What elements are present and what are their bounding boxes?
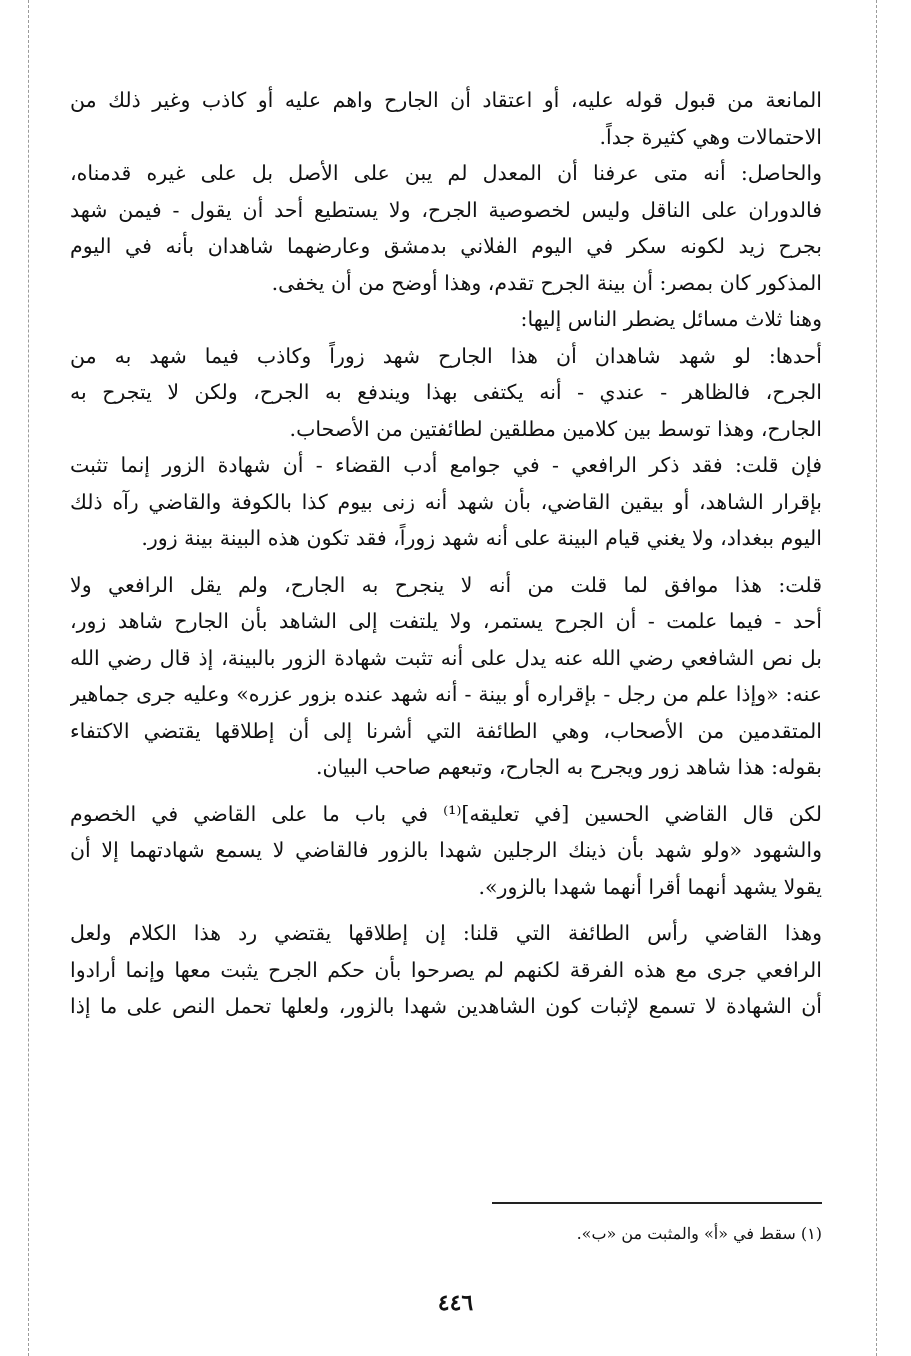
text-line: وهذا القاضي رأس الطائفة التي قلنا: إن إطلاقها يقتضي رد هذا الكلام ولعل	[70, 921, 822, 945]
paragraph	[70, 915, 822, 1025]
text-line: المانعة من قبول قوله عليه، أو اعتقاد أن الجارح واهم عليه أو كاذب وغير ذلك من	[70, 88, 822, 112]
text-line: الجارح، وهذا توسط بين كلامين مطلقين لطائفتين من الأصحاب.	[289, 416, 822, 441]
text-line: بجرح زيد لكونه سكر في اليوم الفلاني بدمشق وعارضهما شاهدان بأنه في اليوم	[70, 234, 822, 258]
text-line: اليوم ببغداد، ولا يغني قيام البينة على أنه شهد زوراً، فقد تكون هذه البينة بينة زور.	[141, 526, 822, 550]
text-line: المتقدمين من الأصحاب، وهي الطائفة التي أشرنا إلى أن إطلاقها يقتضي الاكتفاء	[70, 718, 822, 743]
right-margin-guide	[876, 0, 877, 1356]
text-line: لكن قال القاضي الحسين [في تعليقه]⁽¹⁾ في باب ما على القاضي في الخصوم	[70, 801, 822, 826]
text-line: الرافعي جرى مع هذه الفرقة لكنهم لم يصرحوا بأن حكم الجرح يثبت معها وإنما أرادوا	[70, 957, 822, 982]
text-line: بإقرار الشاهد، أو بيقين القاضي، بأن شهد أنه زنى بيوم كذا بالكوفة والقاضي رآه ذلك	[70, 489, 822, 514]
text-line: أحدها: لو شهد شاهدان أن هذا الجارح شهد زوراً وكاذب فيما شهد به من	[70, 343, 822, 368]
text-line: والشهود «ولو شهد بأن ذينك الرجلين شهدا بالزور فالقاضي لا يسمع شهادتهما إلا أن	[70, 838, 822, 862]
left-margin-guide	[28, 0, 29, 1356]
text-line: بقوله: هذا شاهد زور ويجرح به الجارح، وتبعهم صاحب البيان.	[315, 755, 822, 779]
text-line: يقولا يشهد أنهما أقرا أنهما شهدا بالزور».	[478, 874, 822, 899]
text-line: الجرح، فالظاهر - عندي - أنه يكتفى بهذا ويندفع به الجرح، ولكن لا يتجرح به	[70, 380, 822, 404]
paragraph	[70, 567, 822, 786]
paragraph	[70, 155, 822, 301]
text-line: عنه: «وإذا علم من رجل - بإقراره أو بينة - أنه شهد عنده بزور عزره» وعليه جرى جماهير	[70, 682, 822, 706]
footnote-separator	[492, 1202, 822, 1204]
paragraph	[70, 796, 822, 906]
paragraph	[70, 447, 822, 557]
text-line: فإن قلت: فقد ذكر الرافعي - في جوامع أدب القضاء - أن شهادة الزور إنما تثبت	[70, 453, 822, 477]
text-line: فالدوران على الناقل وليس لخصوصية الجرح، ولا يستطيع أحد أن يقول - فيمن شهد	[70, 197, 822, 222]
footnote: (١) سقط في «أ» والمثبت من «ب».	[576, 1224, 822, 1243]
text-line: أن الشهادة لا تسمع لإثبات كون الشاهدين شهدا بالزور، ولعلها تحمل النص على ما إذا	[70, 994, 822, 1018]
text-line: وهنا ثلاث مسائل يضطر الناس إليها:	[520, 307, 822, 331]
page-body	[70, 82, 822, 1025]
text-line: والحاصل: أنه متى عرفنا أن المعدل لم يبن على الأصل بل على غيره قدمناه،	[70, 161, 822, 185]
paragraph-spacer	[70, 905, 822, 915]
paragraph-spacer	[70, 557, 822, 567]
paragraph	[70, 301, 822, 338]
text-line: المذكور كان بمصر: أن بينة الجرح تقدم، وهذا أوضح من أن يخفى.	[271, 270, 822, 295]
text-line: قلت: هذا موافق لما قلت من أنه لا ينجرح به الجارح، ولم يقل الرافعي ولا	[70, 572, 822, 597]
text-line: بل نص الشافعي رضي الله عنه يدل على أنه تثبت شهادة الزور بالبينة، إذ قال رضي الله	[70, 645, 822, 670]
text-line: أحد - فيما علمت - أن الجرح يستمر، ولا يلتفت إلى الشاهد بأن الجارح شاهد زور،	[70, 609, 822, 633]
paragraph	[70, 82, 822, 155]
page-number: ٤٤٦	[437, 1290, 474, 1316]
text-line: الاحتمالات وهي كثيرة جداً.	[599, 124, 822, 149]
paragraph	[70, 338, 822, 448]
paragraph-spacer	[70, 786, 822, 796]
